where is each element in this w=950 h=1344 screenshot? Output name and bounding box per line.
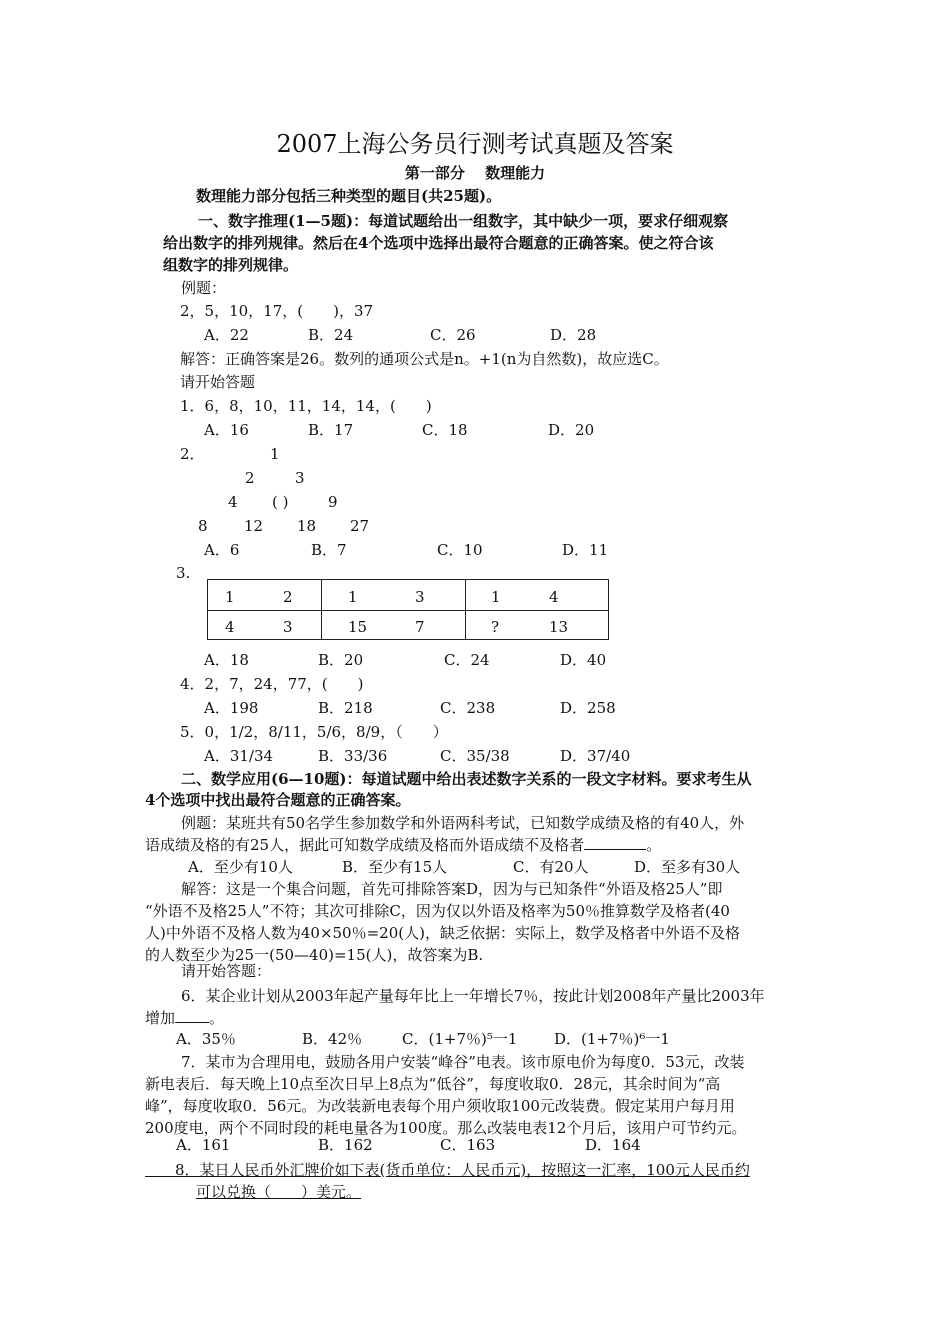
q3-option-c: C．24 [444, 651, 490, 669]
start-answering-2: 请开始答题： [181, 962, 272, 980]
example2-option-b: B．至少有15人 [342, 858, 448, 876]
question-3-number: 3. [176, 564, 191, 582]
q1-option-d: D．20 [548, 421, 595, 439]
question-6-line2-end: 。 [209, 1009, 225, 1027]
question-8-line1: 8．某日人民币外汇牌价如下表(货币单位：人民币元)，按照这一汇率，100元人民币约 [145, 1161, 750, 1179]
table-cell: 1 [225, 588, 235, 606]
q2-pyramid-r4a: 8 [198, 517, 208, 535]
question-4-stem: 4．2，7，24，77，( ) [180, 675, 364, 693]
q2-option-a: A．6 [204, 541, 240, 559]
q7-option-c: C．163 [440, 1136, 496, 1154]
question-7-line2: 新电表后．每天晚上10点至次日早上8点为“低谷”，每度收取0．28元，其余时间为“高 [145, 1075, 721, 1093]
q2-pyramid-r1: 1 [270, 445, 280, 463]
q3-option-d: D．40 [560, 651, 607, 669]
section2-line2: 4个选项中找出最符合题意的正确答案。 [145, 791, 411, 809]
example-sequence: 2，5，10，17，( )，37 [180, 302, 374, 320]
example-answer: 解答：正确答案是26。数列的通项公式是n。+1(n为自然数)，故应选C。 [180, 350, 669, 368]
q2-pyramid-r4b: 12 [244, 517, 264, 535]
section2-line1: 二、数学应用(6—10题)：每道试题中给出表述数字关系的一段文字材料。要求考生从 [181, 770, 752, 788]
q4-option-d: D．258 [560, 699, 616, 717]
q2-option-b: B．7 [311, 541, 347, 559]
example2-option-c: C．有20人 [513, 858, 589, 876]
question-8-line2: 可以兑换（ ）美元。 [196, 1183, 362, 1201]
example-option-d: D．28 [550, 326, 597, 344]
question-7-line1: 7．某市为合理用电，鼓励各用户安装“峰谷”电表。该市原电价为每度0．53元，改装 [181, 1053, 745, 1071]
q6-option-c: C．(1+7％)⁵一1 [402, 1030, 518, 1048]
example-option-c: C．26 [430, 326, 476, 344]
question-6-line2-text: 增加 [145, 1009, 176, 1027]
table-cell: 1 [348, 588, 358, 606]
q3-number-table [207, 579, 609, 640]
q7-option-b: B．162 [318, 1136, 373, 1154]
table-cell: 4 [549, 588, 559, 606]
q2-pyramid-r3a: 4 [228, 493, 238, 511]
example2-answer-line4: 的人数至少为25一(50—40)=15(人)，故答案为B. [145, 946, 484, 964]
example-option-a: A．22 [204, 326, 249, 344]
q6-option-b: B．42％ [302, 1030, 363, 1048]
question-6-line1: 6．某企业计划从2003年起产量每年比上一年增长7％，按此计划2008年产量比2003年 [181, 987, 765, 1005]
part-heading: 第一部分 数理能力 [404, 164, 546, 182]
q6-option-d: D．(1+7％)⁶一1 [554, 1030, 670, 1048]
document-title: 2007上海公务员行测考试真题及答案 [276, 130, 674, 158]
example2-answer-line3: 人)中外语不及格人数为40×50％=20(人)，缺乏依据：实际上，数学及格者中外语不及格 [145, 924, 740, 942]
q4-option-c: C．238 [440, 699, 496, 717]
q6-option-a: A．35％ [176, 1030, 236, 1048]
q1-option-b: B．17 [308, 421, 354, 439]
q3-option-a: A．18 [204, 651, 249, 669]
table-cell: 3 [283, 618, 293, 636]
example2-line2-end: 。 [646, 836, 662, 854]
q5-option-d: D．37/40 [560, 747, 631, 765]
table-divider [208, 610, 608, 611]
section1-line2: 给出数字的排列规律。然后在4个选项中选择出最符合题意的正确答案。使之符合该 [163, 234, 714, 252]
example2-option-a: A．至少有10人 [188, 858, 293, 876]
question-7-line4: 200度电，两个不同时段的耗电量各为100度。那么改装电表12个月后，该用户可节约元。 [145, 1119, 747, 1137]
q2-pyramid-r3c: 9 [328, 493, 338, 511]
fill-in-blank [175, 1008, 209, 1023]
q2-pyramid-r4c: 18 [297, 517, 317, 535]
table-cell: 15 [348, 618, 368, 636]
question-6-line2 [145, 1008, 224, 1028]
table-cell: 1 [491, 588, 501, 606]
example2-line2-text: 语成绩及格的有25人，据此可知数学成绩及格而外语成绩不及格者 [145, 836, 585, 854]
example2-answer-line2: “外语不及格25人”不符；其次可排除C，因为仅以外语及格率为50％推算数学及格者(40 [145, 902, 730, 920]
q1-option-a: A．16 [204, 421, 249, 439]
question-5-stem: 5．0，1/2，8/11，5/6，8/9，（ ） [180, 723, 448, 741]
q4-option-b: B．218 [318, 699, 373, 717]
example2-option-d: D．至多有30人 [634, 858, 741, 876]
section1-line1: 一、数字推理(1—5题)：每道试题给出一组数字，其中缺少一项，要求仔细观察 [198, 212, 729, 230]
q7-option-d: D．164 [585, 1136, 641, 1154]
q2-pyramid-r4d: 27 [350, 517, 370, 535]
q2-option-c: C．10 [437, 541, 483, 559]
example2-answer-line1: 解答：这是一个集合问题，首先可排除答案D，因为与已知条件“外语及格25人”即 [181, 880, 723, 898]
q3-option-b: B．20 [318, 651, 364, 669]
q1-option-c: C．18 [422, 421, 468, 439]
table-cell: 13 [549, 618, 569, 636]
section1-line3: 组数字的排列规律。 [163, 256, 299, 274]
table-cell: 7 [415, 618, 425, 636]
example-option-b: B．24 [308, 326, 354, 344]
table-cell: ? [491, 618, 500, 636]
q5-option-b: B．33/36 [318, 747, 388, 765]
question-7-line3: 峰”，每度收取0．56元。为改装新电表每个用户须收取100元改装费。假定某用户每月用 [145, 1097, 735, 1115]
q2-pyramid-r2b: 3 [295, 469, 305, 487]
example-label: 例题： [181, 279, 227, 297]
part-intro: 数理能力部分包括三种类型的题目(共25题)。 [196, 187, 502, 205]
table-cell: 2 [283, 588, 293, 606]
example2-line2 [145, 835, 661, 855]
q2-pyramid-r2a: 2 [245, 469, 255, 487]
q4-option-a: A．198 [204, 699, 259, 717]
question-1-stem: 1．6，8，10，11，14，14，( ) [180, 397, 432, 415]
fill-in-blank [584, 835, 646, 850]
table-cell: 4 [225, 618, 235, 636]
q5-option-c: C．35/38 [440, 747, 510, 765]
example2-line1: 例题：某班共有50名学生参加数学和外语两科考试，已知数学成绩及格的有40人，外 [181, 814, 745, 832]
table-cell: 3 [415, 588, 425, 606]
q7-option-a: A．161 [176, 1136, 231, 1154]
start-answering-1: 请开始答题 [180, 373, 256, 391]
q2-pyramid-r3b: ( ) [272, 493, 289, 511]
q5-option-a: A．31/34 [204, 747, 274, 765]
q2-option-d: D．11 [562, 541, 609, 559]
question-2-number: 2． [180, 445, 205, 463]
